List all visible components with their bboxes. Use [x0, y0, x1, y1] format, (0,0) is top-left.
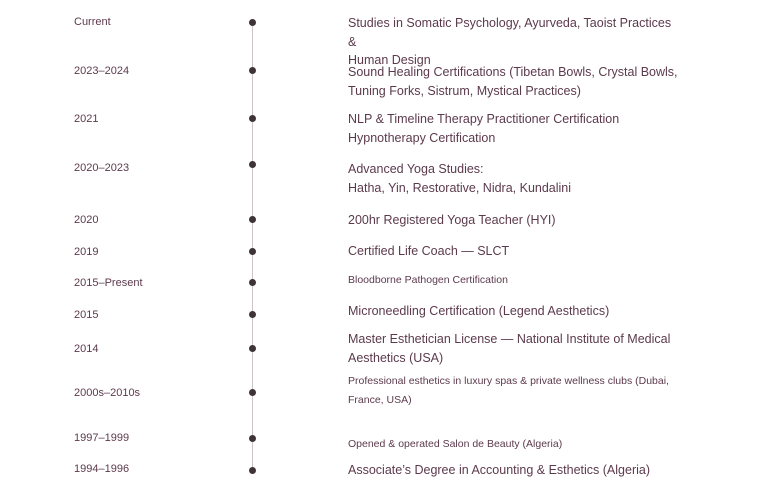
entry-date: 1997–1999	[74, 432, 130, 444]
timeline-dot-icon	[249, 467, 256, 474]
entry-description-line: Associate’s Degree in Accounting & Esthetics (Algeria)	[348, 463, 651, 477]
timeline-axis-line	[252, 22, 253, 472]
timeline-dot-icon	[249, 115, 256, 122]
entry-description-line: Professional esthetics in luxury spas & private wellness clubs (Dubai,	[348, 375, 669, 387]
entry-description-line: Opened & operated Salon de Beauty (Algeria)	[348, 438, 563, 450]
timeline-dot-icon	[249, 345, 256, 352]
timeline-dot-icon	[249, 435, 256, 442]
entry-description	[348, 435, 678, 454]
timeline-dot-icon	[249, 216, 256, 223]
entry-description-line: Sound Healing Certifications (Tibetan Bowls, Crystal Bowls,	[348, 65, 678, 79]
entry-description-line: Studies in Somatic Psychology, Ayurveda, Taoist Practices &	[348, 16, 672, 49]
entry-date: 2020	[74, 214, 99, 226]
entry-description-line: Hypnotherapy Certification	[348, 130, 496, 145]
entry-date: 2019	[74, 246, 99, 258]
entry-description	[348, 372, 678, 410]
entry-date: 2015	[74, 309, 99, 321]
timeline-dot-icon	[249, 67, 256, 74]
entry-date: 2014	[74, 343, 99, 355]
timeline-dot-icon	[249, 389, 256, 396]
entry-date: 2021	[74, 113, 99, 125]
entry-description-line: Master Esthetician License — National Institute of Medical	[348, 332, 671, 346]
entry-description-line: Tuning Forks, Sistrum, Mystical Practices)	[348, 83, 581, 98]
entry-description	[348, 211, 678, 230]
timeline-dot-icon	[249, 279, 256, 286]
entry-description-line: Advanced Yoga Studies:	[348, 162, 484, 176]
entry-description	[348, 330, 678, 367]
entry-date: 1994–1996	[74, 463, 130, 475]
entry-description-line: Aesthetics (USA)	[348, 350, 444, 365]
timeline-dot-icon	[249, 248, 256, 255]
entry-description-line: NLP & Timeline Therapy Practitioner Certification	[348, 112, 620, 126]
entry-description	[348, 271, 678, 290]
entry-description	[348, 302, 678, 321]
entry-date: 2023–2024	[74, 65, 130, 77]
entry-description-line: France, USA)	[348, 394, 412, 406]
entry-date: Current	[74, 16, 111, 28]
entry-description-line: Human Design	[348, 53, 431, 67]
entry-description	[348, 242, 678, 261]
timeline-dot-icon	[249, 311, 256, 318]
entry-description-line: 200hr Registered Yoga Teacher (HYI)	[348, 213, 556, 227]
entry-date: 2000s–2010s	[74, 387, 141, 399]
entry-date: 2015–Present	[74, 277, 143, 289]
entry-description	[348, 63, 678, 100]
timeline-dot-icon	[249, 161, 256, 168]
entry-date: 2020–2023	[74, 162, 130, 174]
entry-description	[348, 14, 678, 70]
entry-description-line: Bloodborne Pathogen Certification	[348, 274, 508, 286]
entry-description	[348, 461, 678, 480]
entry-description-line: Certified Life Coach — SLCT	[348, 244, 510, 258]
entry-description-line: Hatha, Yin, Restorative, Nidra, Kundalini	[348, 180, 572, 195]
entry-description	[348, 110, 678, 147]
entry-description-line: Microneedling Certification (Legend Aesthetics)	[348, 304, 610, 318]
timeline-dot-icon	[249, 19, 256, 26]
entry-description	[348, 160, 678, 197]
